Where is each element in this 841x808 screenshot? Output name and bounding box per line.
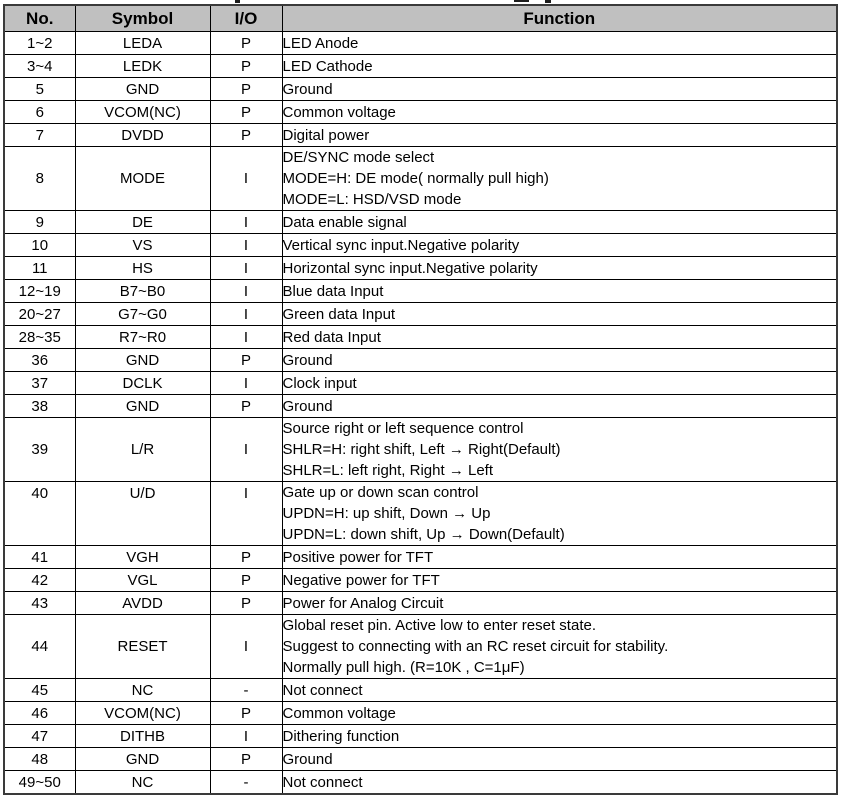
function-line: Ground [282, 351, 333, 369]
pin-row [4, 395, 837, 418]
pin-io-cell: I [210, 725, 282, 748]
pin-io-cell: P [210, 702, 282, 725]
pin-no-cell: 3~4 [4, 55, 75, 78]
column-header-function: Function [282, 5, 837, 32]
pin-function-cell [282, 211, 837, 234]
pin-function-cell [282, 147, 837, 211]
pin-symbol-cell: HS [75, 257, 210, 280]
pin-row [4, 418, 837, 482]
pin-symbol-cell: VGL [75, 569, 210, 592]
pin-row [4, 147, 837, 211]
pin-function-cell [282, 303, 837, 326]
function-line: Vertical sync input.Negative polarity [282, 236, 520, 254]
pin-row [4, 32, 837, 55]
cropped-text-fragment [514, 0, 529, 2]
pin-io-cell: P [210, 569, 282, 592]
pin-function-cell [282, 418, 837, 482]
function-line: Ground [282, 80, 333, 98]
pin-function-cell [282, 257, 837, 280]
pin-row [4, 546, 837, 569]
cropped-text-fragment [545, 0, 551, 3]
function-line: Ground [282, 397, 333, 415]
function-line: Common voltage [282, 103, 396, 121]
pin-no-cell: 1~2 [4, 32, 75, 55]
pin-io-cell: P [210, 124, 282, 147]
pin-symbol-cell: MODE [75, 147, 210, 211]
pin-io-cell: P [210, 78, 282, 101]
pin-row [4, 771, 837, 795]
pin-row [4, 55, 837, 78]
pin-function-cell [282, 32, 837, 55]
pin-symbol-cell: VCOM(NC) [75, 702, 210, 725]
pin-symbol-cell: B7~B0 [75, 280, 210, 303]
pin-io-cell: I [210, 234, 282, 257]
pin-function-cell [282, 748, 837, 771]
pin-function-cell [282, 702, 837, 725]
pin-io-cell: I [210, 615, 282, 679]
function-line: Power for Analog Circuit [282, 594, 444, 612]
pin-function-cell [282, 771, 837, 795]
pin-no-cell: 47 [4, 725, 75, 748]
pin-row [4, 615, 837, 679]
function-line: Red data Input [282, 328, 381, 346]
pin-no-cell: 6 [4, 101, 75, 124]
pin-no-cell: 9 [4, 211, 75, 234]
cropped-text-fragment [235, 0, 240, 3]
pin-no-cell: 44 [4, 615, 75, 679]
pin-no-cell: 46 [4, 702, 75, 725]
pin-symbol-cell: VCOM(NC) [75, 101, 210, 124]
pin-io-cell: P [210, 101, 282, 124]
pin-row [4, 326, 837, 349]
pin-io-cell: I [210, 147, 282, 211]
pin-symbol-cell: L/R [75, 418, 210, 482]
pin-row [4, 748, 837, 771]
pin-no-cell: 11 [4, 257, 75, 280]
pin-row [4, 679, 837, 702]
pin-no-cell: 48 [4, 748, 75, 771]
pin-row [4, 349, 837, 372]
function-line: Source right or left sequence control [282, 420, 524, 437]
function-line: Data enable signal [282, 213, 407, 231]
pin-row [4, 280, 837, 303]
pin-description-table [3, 4, 838, 795]
pin-symbol-cell: GND [75, 78, 210, 101]
pin-no-cell: 38 [4, 395, 75, 418]
pin-io-cell: I [210, 418, 282, 482]
pin-row [4, 592, 837, 615]
pin-function-cell [282, 546, 837, 569]
pin-no-cell: 45 [4, 679, 75, 702]
function-line: SHLR=L: left right, Right → Left [282, 462, 494, 479]
pin-symbol-cell: GND [75, 349, 210, 372]
pin-io-cell: P [210, 592, 282, 615]
pin-symbol-cell: NC [75, 679, 210, 702]
function-line: UPDN=H: up shift, Down → Up [282, 505, 491, 522]
pin-symbol-cell: LEDA [75, 32, 210, 55]
function-line: LED Anode [282, 34, 359, 52]
function-line: Common voltage [282, 704, 396, 722]
function-line: Negative power for TFT [282, 571, 440, 589]
function-line: MODE=L: HSD/VSD mode [282, 191, 462, 208]
pin-io-cell: P [210, 748, 282, 771]
pin-no-cell: 5 [4, 78, 75, 101]
function-line: Green data Input [282, 305, 396, 323]
pin-io-cell: I [210, 326, 282, 349]
pin-row [4, 211, 837, 234]
pin-function-cell [282, 280, 837, 303]
pin-function-cell [282, 124, 837, 147]
pin-symbol-cell: RESET [75, 615, 210, 679]
pin-function-cell [282, 78, 837, 101]
pin-function-cell [282, 569, 837, 592]
pin-io-cell: P [210, 55, 282, 78]
pin-no-cell: 41 [4, 546, 75, 569]
pin-no-cell: 28~35 [4, 326, 75, 349]
pin-row [4, 372, 837, 395]
pin-symbol-cell: DVDD [75, 124, 210, 147]
pin-function-cell [282, 101, 837, 124]
pin-function-cell [282, 615, 837, 679]
pin-io-cell: I [210, 303, 282, 326]
pin-row [4, 101, 837, 124]
pin-function-cell [282, 395, 837, 418]
pin-no-cell: 20~27 [4, 303, 75, 326]
pin-symbol-cell: G7~G0 [75, 303, 210, 326]
pin-function-cell [282, 372, 837, 395]
pin-no-cell: 42 [4, 569, 75, 592]
pin-io-cell: P [210, 349, 282, 372]
pin-symbol-cell: NC [75, 771, 210, 795]
pin-io-cell: I [210, 280, 282, 303]
function-line: UPDN=L: down shift, Up → Down(Default) [282, 526, 565, 543]
pin-symbol-cell: GND [75, 748, 210, 771]
function-line: DE/SYNC mode select [282, 149, 435, 166]
pin-row [4, 234, 837, 257]
pin-no-cell: 8 [4, 147, 75, 211]
function-line: Horizontal sync input.Negative polarity [282, 259, 538, 277]
column-header-no: No. [4, 5, 75, 32]
function-line: SHLR=H: right shift, Left → Right(Default) [282, 441, 561, 458]
pin-io-cell: - [210, 771, 282, 795]
pin-row [4, 78, 837, 101]
pin-io-cell: I [210, 257, 282, 280]
pin-symbol-cell: DCLK [75, 372, 210, 395]
header-row [4, 5, 837, 32]
pin-no-cell: 49~50 [4, 771, 75, 795]
pin-function-cell [282, 349, 837, 372]
pin-symbol-cell: LEDK [75, 55, 210, 78]
pin-symbol-cell: R7~R0 [75, 326, 210, 349]
pin-function-cell [282, 234, 837, 257]
pin-io-cell: P [210, 395, 282, 418]
pin-no-cell: 12~19 [4, 280, 75, 303]
function-line: Positive power for TFT [282, 548, 434, 566]
pin-io-cell: I [210, 482, 282, 546]
pin-io-cell: - [210, 679, 282, 702]
pin-io-cell: P [210, 32, 282, 55]
function-line: Dithering function [282, 727, 400, 745]
function-line: Normally pull high. (R=10K , C=1μF) [282, 659, 525, 676]
pin-function-cell [282, 326, 837, 349]
function-line: MODE=H: DE mode( normally pull high) [282, 170, 549, 187]
pin-row [4, 124, 837, 147]
pin-no-cell: 36 [4, 349, 75, 372]
function-line: Gate up or down scan control [282, 484, 479, 501]
column-header-io: I/O [210, 5, 282, 32]
pin-symbol-cell: U/D [75, 482, 210, 546]
pin-io-cell: I [210, 211, 282, 234]
pin-symbol-cell: DITHB [75, 725, 210, 748]
pin-no-cell: 39 [4, 418, 75, 482]
column-header-symbol: Symbol [75, 5, 210, 32]
function-line: Ground [282, 750, 333, 768]
pin-row [4, 725, 837, 748]
pin-io-cell: I [210, 372, 282, 395]
function-line: Global reset pin. Active low to enter reset state. [282, 617, 596, 634]
pin-symbol-cell: VS [75, 234, 210, 257]
function-line: Clock input [282, 374, 357, 392]
function-line: Not connect [282, 681, 363, 699]
pin-no-cell: 7 [4, 124, 75, 147]
function-line: Digital power [282, 126, 370, 144]
pin-no-cell: 43 [4, 592, 75, 615]
function-line: LED Cathode [282, 57, 373, 75]
function-line: Suggest to connecting with an RC reset circuit for stability. [282, 638, 669, 655]
pin-table-header [4, 5, 837, 32]
pin-symbol-cell: AVDD [75, 592, 210, 615]
pin-row [4, 482, 837, 546]
pin-function-cell [282, 55, 837, 78]
pin-no-cell: 37 [4, 372, 75, 395]
pin-row [4, 569, 837, 592]
pin-row [4, 702, 837, 725]
function-line: Blue data Input [282, 282, 384, 300]
pin-symbol-cell: GND [75, 395, 210, 418]
pin-io-cell: P [210, 546, 282, 569]
pin-table-body [4, 32, 837, 795]
pin-function-cell [282, 725, 837, 748]
pin-function-cell [282, 592, 837, 615]
pin-row [4, 257, 837, 280]
pin-row [4, 303, 837, 326]
pin-function-cell [282, 679, 837, 702]
function-line: Not connect [282, 773, 363, 791]
pin-symbol-cell: DE [75, 211, 210, 234]
pin-no-cell: 10 [4, 234, 75, 257]
pin-symbol-cell: VGH [75, 546, 210, 569]
pin-no-cell: 40 [4, 482, 75, 546]
pin-function-cell [282, 482, 837, 546]
